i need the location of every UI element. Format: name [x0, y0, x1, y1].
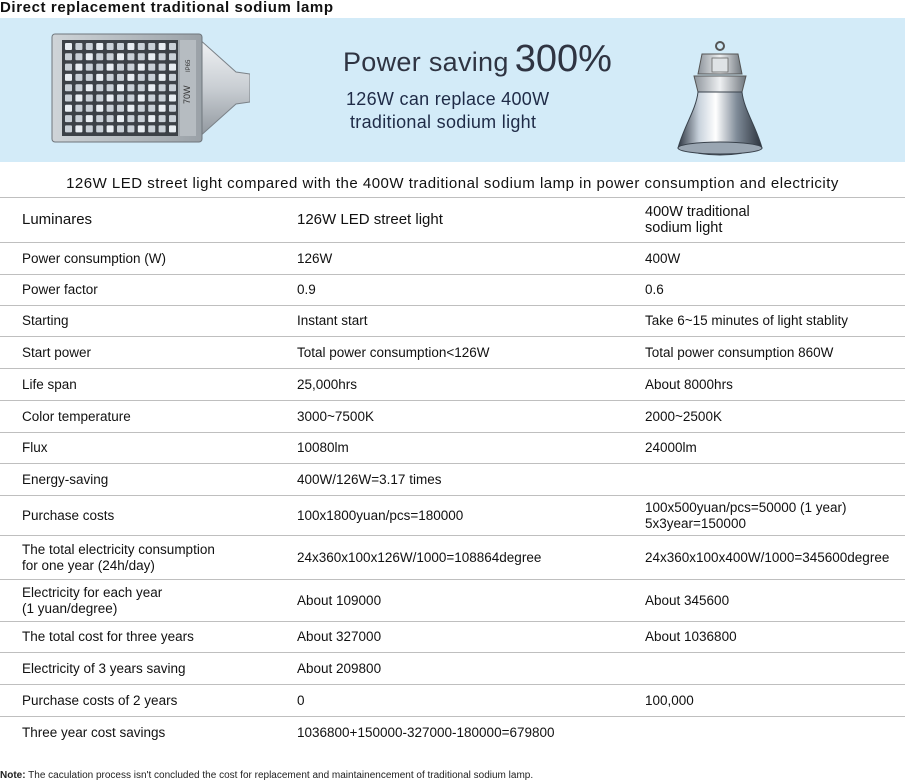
led-chip [117, 125, 124, 132]
cell-line: About 109000 [297, 592, 382, 608]
led-chip [75, 64, 82, 71]
sodium-lamp-image [672, 40, 768, 160]
headline-value: 300% [514, 38, 612, 80]
led-chip [75, 125, 82, 132]
cell-line: 1036800+150000-327000-180000=679800 [297, 724, 555, 740]
led-value [297, 401, 645, 433]
led-chip [86, 115, 93, 122]
led-chip [138, 74, 145, 81]
led-chip [159, 105, 166, 112]
sodium-value [645, 275, 905, 306]
led-chip [138, 95, 145, 102]
led-value [297, 622, 645, 653]
led-chip [75, 105, 82, 112]
led-value [297, 306, 645, 337]
led-chip [127, 53, 134, 60]
led-chip [86, 43, 93, 50]
sodium-value [645, 717, 905, 749]
led-chip [75, 84, 82, 91]
led-chip [148, 64, 155, 71]
row-label [0, 401, 297, 433]
led-chip [159, 95, 166, 102]
sodium-value [645, 243, 905, 275]
led-value [297, 433, 645, 464]
led-chip [148, 105, 155, 112]
led-chip [107, 84, 114, 91]
led-chip [117, 74, 124, 81]
led-value [297, 337, 645, 369]
led-chip [75, 95, 82, 102]
led-chip [138, 105, 145, 112]
cell-line: Three year cost savings [22, 724, 166, 740]
cell-line: 400W/126W=3.17 times [297, 471, 442, 487]
led-chip [159, 125, 166, 132]
led-chip [138, 43, 145, 50]
led-value [297, 685, 645, 717]
led-chip [169, 105, 176, 112]
led-chip [148, 74, 155, 81]
row-label [0, 243, 297, 275]
led-chip [107, 74, 114, 81]
cell-line: About 327000 [297, 629, 382, 644]
led-chip [96, 64, 103, 71]
header-sodium [645, 198, 905, 243]
row-label [0, 306, 297, 337]
led-value [297, 496, 645, 536]
led-value [297, 369, 645, 401]
cell-line: 100x500yuan/pcs=50000 (1 year) [645, 499, 847, 515]
led-chip [86, 74, 93, 81]
sodium-value [645, 580, 905, 622]
row-label [0, 496, 297, 536]
led-chip [138, 115, 145, 122]
led-chip [159, 115, 166, 122]
footnote [0, 770, 533, 781]
led-chip [117, 95, 124, 102]
led-chip [159, 84, 166, 91]
led-chip [169, 125, 176, 132]
led-chip [65, 43, 72, 50]
led-chip [86, 84, 93, 91]
led-chip [96, 115, 103, 122]
led-chip [65, 125, 72, 132]
row-label [0, 685, 297, 717]
led-chip [65, 84, 72, 91]
sodium-value [645, 306, 905, 337]
led-array [65, 43, 176, 132]
sodium-value [645, 464, 905, 496]
led-chip [96, 125, 103, 132]
led-chip [65, 95, 72, 102]
led-chip [75, 74, 82, 81]
sodium-value [645, 685, 905, 717]
led-value [297, 717, 645, 749]
cell-line: 24x360x100x400W/1000=345600degree [645, 549, 890, 565]
cell-line: Power factor [22, 282, 98, 297]
led-chip [127, 125, 134, 132]
cell-line: 100,000 [645, 692, 694, 708]
row-label [0, 275, 297, 306]
row-label [0, 622, 297, 653]
cell-line: About 209800 [297, 660, 382, 676]
led-chip [127, 115, 134, 122]
table-row [0, 401, 905, 433]
led-chip [148, 125, 155, 132]
subheadline [346, 88, 549, 134]
cell-line: About 345600 [645, 592, 730, 608]
sodium-value [645, 536, 905, 580]
led-chip [107, 105, 114, 112]
cell-line: Total power consumption<126W [297, 344, 490, 360]
table-row [0, 496, 905, 536]
led-chip [65, 105, 72, 112]
page-title: Direct replacement traditional sodium lamp [0, 0, 334, 16]
cell-line: Starting [22, 313, 69, 328]
led-chip [96, 95, 103, 102]
cell-line: 24000lm [645, 440, 697, 455]
led-chip [96, 53, 103, 60]
sodium-value [645, 433, 905, 464]
cell-line: The total cost for three years [22, 629, 194, 644]
table-row [0, 275, 905, 306]
comparison-caption: 126W LED street light compared with the 400W traditional sodium lamp in power consumption and electricity [66, 175, 839, 192]
cell-line: 2000~2500K [645, 408, 722, 424]
sodium-value [645, 369, 905, 401]
led-chip [107, 64, 114, 71]
cell-line: 10080lm [297, 440, 349, 455]
row-label [0, 536, 297, 580]
cell-line: Instant start [297, 313, 368, 328]
subline-2: traditional sodium light [350, 112, 537, 132]
led-chip [159, 43, 166, 50]
led-chip [148, 53, 155, 60]
cell-line: Energy-saving [22, 471, 109, 487]
led-chip [127, 74, 134, 81]
led-chip [96, 105, 103, 112]
table-header-row [0, 198, 905, 243]
led-chip [169, 53, 176, 60]
cell-line: 100x1800yuan/pcs=180000 [297, 507, 464, 523]
led-chip [169, 43, 176, 50]
headline-text: Power saving [343, 47, 509, 77]
cell-line: for one year (24h/day) [22, 557, 155, 573]
led-fixture-label: 70W [182, 85, 192, 104]
led-chip [169, 74, 176, 81]
cell-line: Electricity for each year [22, 584, 163, 600]
led-chip [138, 125, 145, 132]
led-chip [75, 43, 82, 50]
cell-line: 0.6 [645, 282, 664, 297]
header-sodium-line-1: 400W traditional [645, 204, 750, 220]
led-chip [107, 125, 114, 132]
header-sodium-line-2: sodium light [645, 220, 723, 236]
row-label [0, 337, 297, 369]
led-chip [127, 84, 134, 91]
led-chip [117, 64, 124, 71]
led-chip [148, 84, 155, 91]
cell-line: Total power consumption 860W [645, 344, 834, 360]
led-chip [107, 95, 114, 102]
cell-line: Take 6~15 minutes of light stablity [645, 313, 848, 328]
subline-1: 126W can replace 400W [346, 89, 550, 109]
cell-line: 0 [297, 692, 305, 708]
row-label [0, 717, 297, 749]
led-chip [138, 64, 145, 71]
led-chip [138, 53, 145, 60]
cell-line: 126W [297, 250, 333, 266]
table-row [0, 536, 905, 580]
led-chip [86, 125, 93, 132]
led-chip [107, 53, 114, 60]
sodium-value [645, 337, 905, 369]
led-value [297, 275, 645, 306]
footnote-prefix: Note: [0, 770, 26, 781]
led-chip [75, 115, 82, 122]
sodium-value [645, 496, 905, 536]
cell-line: Life span [22, 376, 77, 392]
led-chip [107, 115, 114, 122]
led-chip [65, 64, 72, 71]
cell-line: Power consumption (W) [22, 250, 167, 266]
cell-line: About 1036800 [645, 629, 737, 644]
table-row [0, 622, 905, 653]
led-fixture-rating: IP65 [186, 59, 192, 72]
led-chip [169, 115, 176, 122]
table-row [0, 717, 905, 749]
led-street-light-image [40, 32, 250, 144]
cell-line: Electricity of 3 years saving [22, 660, 186, 676]
led-value [297, 536, 645, 580]
cell-line: 25,000hrs [297, 376, 358, 392]
led-chip [148, 95, 155, 102]
led-chip [127, 105, 134, 112]
row-label [0, 580, 297, 622]
header-led: 126W LED street light [297, 198, 645, 243]
comparison-banner [0, 18, 905, 162]
row-label [0, 653, 297, 685]
cell-line: Purchase costs of 2 years [22, 692, 178, 708]
cell-line: 24x360x100x126W/1000=108864degree [297, 549, 542, 565]
led-chip [117, 53, 124, 60]
sodium-value [645, 622, 905, 653]
cell-line: 3000~7500K [297, 408, 374, 424]
table-row [0, 653, 905, 685]
cell-line: 400W [645, 250, 681, 266]
table-row [0, 243, 905, 275]
led-chip [159, 64, 166, 71]
led-chip [86, 64, 93, 71]
comparison-table [0, 197, 905, 749]
led-chip [117, 84, 124, 91]
led-value [297, 653, 645, 685]
cell-line: Start power [22, 344, 92, 360]
cell-line: About 8000hrs [645, 376, 733, 392]
led-chip [86, 95, 93, 102]
led-value [297, 580, 645, 622]
led-chip [159, 53, 166, 60]
cell-line: (1 yuan/degree) [22, 600, 118, 616]
row-label [0, 464, 297, 496]
cell-line: Purchase costs [22, 507, 115, 523]
led-chip [96, 74, 103, 81]
cell-line: The total electricity consumption [22, 541, 215, 557]
led-chip [65, 115, 72, 122]
led-value [297, 243, 645, 275]
led-chip [127, 43, 134, 50]
headline [343, 38, 612, 81]
led-chip [169, 64, 176, 71]
led-chip [117, 43, 124, 50]
table-row [0, 433, 905, 464]
cell-line: Color temperature [22, 408, 131, 424]
led-chip [96, 43, 103, 50]
led-chip [148, 115, 155, 122]
sodium-value [645, 653, 905, 685]
led-chip [169, 84, 176, 91]
row-label [0, 369, 297, 401]
table-row [0, 580, 905, 622]
header-label: Luminares [0, 198, 297, 243]
table-row [0, 685, 905, 717]
led-chip [107, 43, 114, 50]
led-value [297, 464, 645, 496]
led-chip [148, 43, 155, 50]
led-chip [96, 84, 103, 91]
led-chip [65, 53, 72, 60]
cell-line: 5x3year=150000 [645, 515, 746, 531]
led-chip [117, 105, 124, 112]
table-row [0, 306, 905, 337]
led-chip [65, 74, 72, 81]
led-chip [117, 115, 124, 122]
led-chip [86, 105, 93, 112]
cell-line: Flux [22, 440, 48, 455]
footnote-text: The caculation process isn't concluded the cost for replacement and maintainencement of traditional sodium lamp. [25, 770, 534, 781]
led-chip [138, 84, 145, 91]
led-chip [127, 64, 134, 71]
table-row [0, 464, 905, 496]
row-label [0, 433, 297, 464]
table-row [0, 369, 905, 401]
sodium-value [645, 401, 905, 433]
led-chip [127, 95, 134, 102]
table-row [0, 337, 905, 369]
led-chip [169, 95, 176, 102]
led-chip [75, 53, 82, 60]
led-chip [86, 53, 93, 60]
cell-line: 0.9 [297, 282, 316, 297]
led-chip [159, 74, 166, 81]
